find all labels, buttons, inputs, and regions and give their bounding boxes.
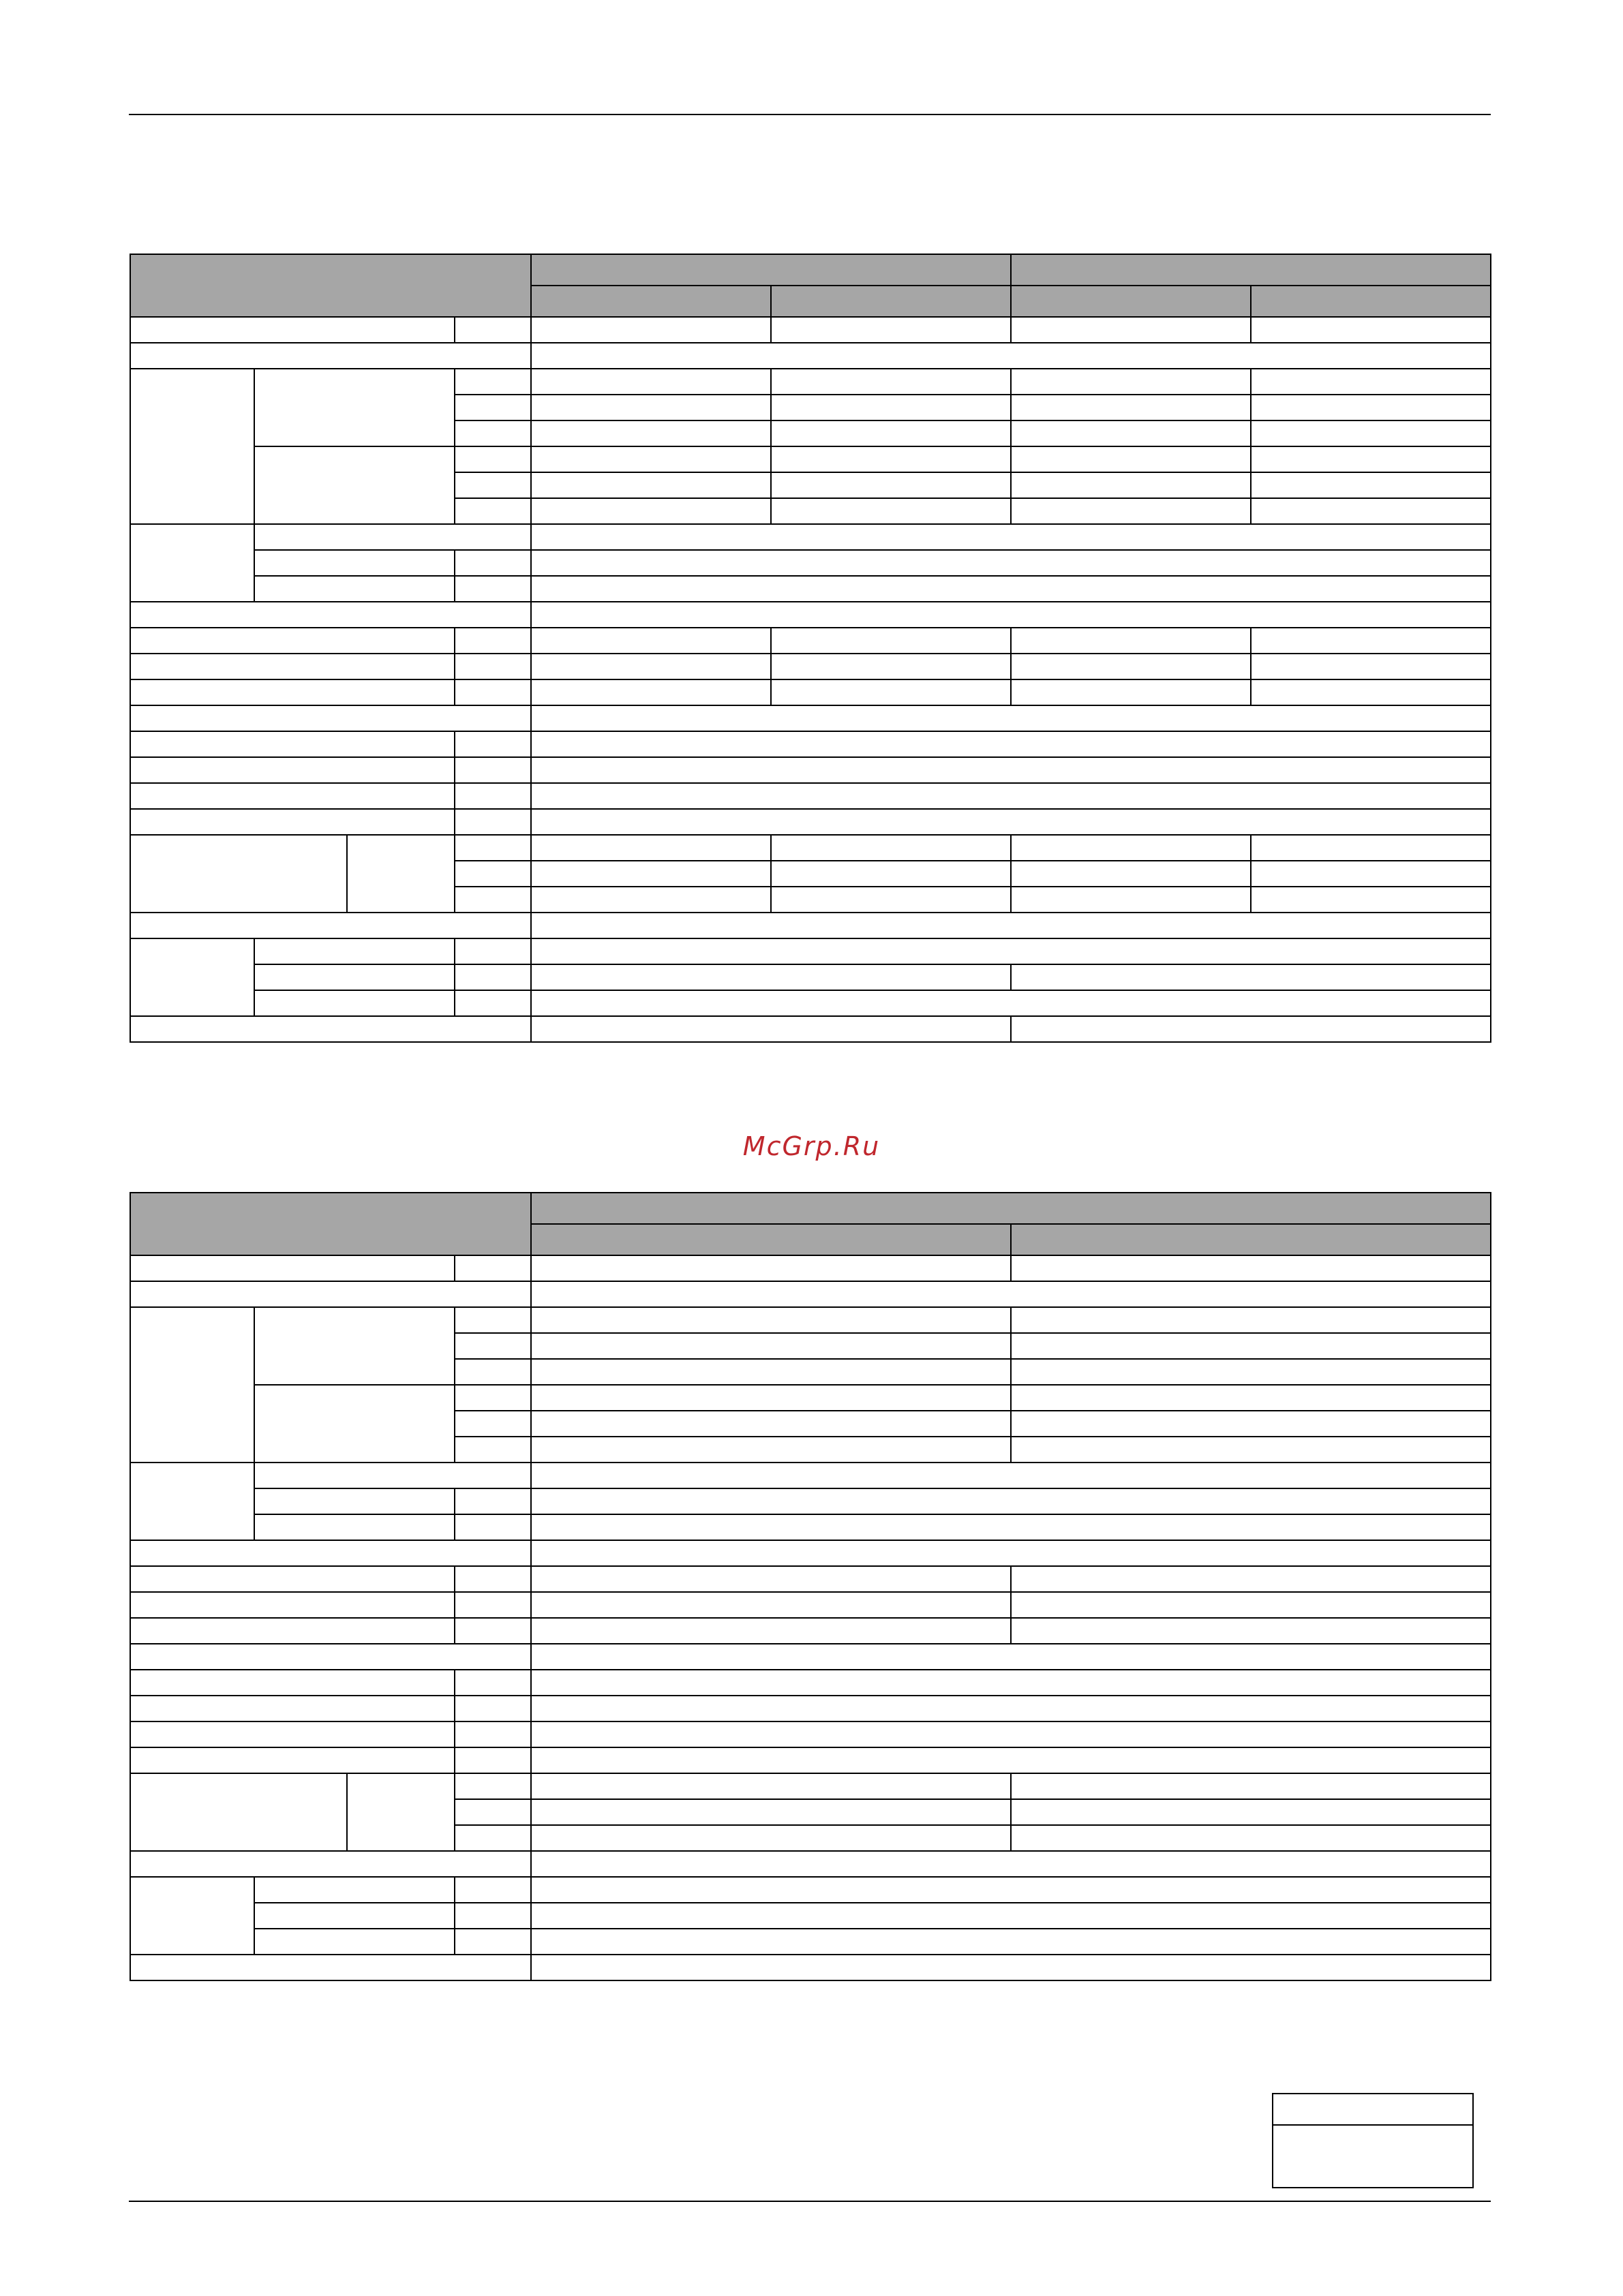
table-row <box>130 1307 1491 1333</box>
header-model-2 <box>1011 1224 1491 1255</box>
table-row <box>130 1773 1491 1799</box>
table-row <box>130 1016 1491 1042</box>
header-model-group <box>531 1193 1491 1224</box>
table-row <box>130 524 1491 550</box>
table-row <box>130 1747 1491 1773</box>
header-model-1 <box>531 1224 1011 1255</box>
table-row <box>130 783 1491 809</box>
header-rule <box>129 114 1491 115</box>
stamp-box-top <box>1273 2094 1472 2126</box>
approval-stamp-box <box>1272 2093 1474 2188</box>
table-row <box>130 550 1491 576</box>
table-row <box>130 731 1491 757</box>
table-row <box>130 1955 1491 1980</box>
table-row <box>130 446 1491 472</box>
table-row <box>130 1540 1491 1566</box>
header-model-b1 <box>1011 286 1251 317</box>
table-row <box>130 602 1491 628</box>
table-row <box>130 1488 1491 1514</box>
table-row <box>130 654 1491 679</box>
table-row <box>130 835 1491 861</box>
header-model-group-a <box>531 254 1011 286</box>
table-row <box>130 705 1491 731</box>
table-row <box>130 679 1491 705</box>
table-row <box>130 317 1491 343</box>
header-model-group-b <box>1011 254 1491 286</box>
table-row <box>130 1281 1491 1307</box>
table-header-row <box>130 254 1491 286</box>
table-row <box>130 369 1491 395</box>
table-row <box>130 809 1491 835</box>
header-model-a1 <box>531 286 771 317</box>
specification-table-2 <box>130 1192 1491 1981</box>
table-row <box>130 757 1491 783</box>
table-row <box>130 938 1491 964</box>
table-row <box>130 1514 1491 1540</box>
table-row <box>130 1903 1491 1929</box>
table-row <box>130 1696 1491 1721</box>
header-model-b2 <box>1251 286 1491 317</box>
header-item-cell <box>130 1193 531 1255</box>
table-row <box>130 990 1491 1016</box>
header-model-a2 <box>771 286 1011 317</box>
table-row <box>130 1721 1491 1747</box>
watermark-text: McGrp.Ru <box>742 1131 881 1161</box>
table-row <box>130 1851 1491 1877</box>
table-row <box>130 1644 1491 1670</box>
table-row <box>130 1618 1491 1644</box>
table-row <box>130 1385 1491 1411</box>
table-row <box>130 1463 1491 1488</box>
table-row <box>130 913 1491 938</box>
footer-rule <box>129 2201 1491 2202</box>
specification-table-1 <box>130 254 1491 1043</box>
table-row <box>130 1670 1491 1696</box>
table-row <box>130 964 1491 990</box>
table-row <box>130 576 1491 602</box>
table-row <box>130 1566 1491 1592</box>
table-row <box>130 1929 1491 1955</box>
table-row <box>130 628 1491 654</box>
header-item-cell <box>130 254 531 317</box>
table-row <box>130 1592 1491 1618</box>
table-row <box>130 343 1491 369</box>
table-header-row <box>130 1193 1491 1224</box>
table-row <box>130 1255 1491 1281</box>
table-row <box>130 1877 1491 1903</box>
